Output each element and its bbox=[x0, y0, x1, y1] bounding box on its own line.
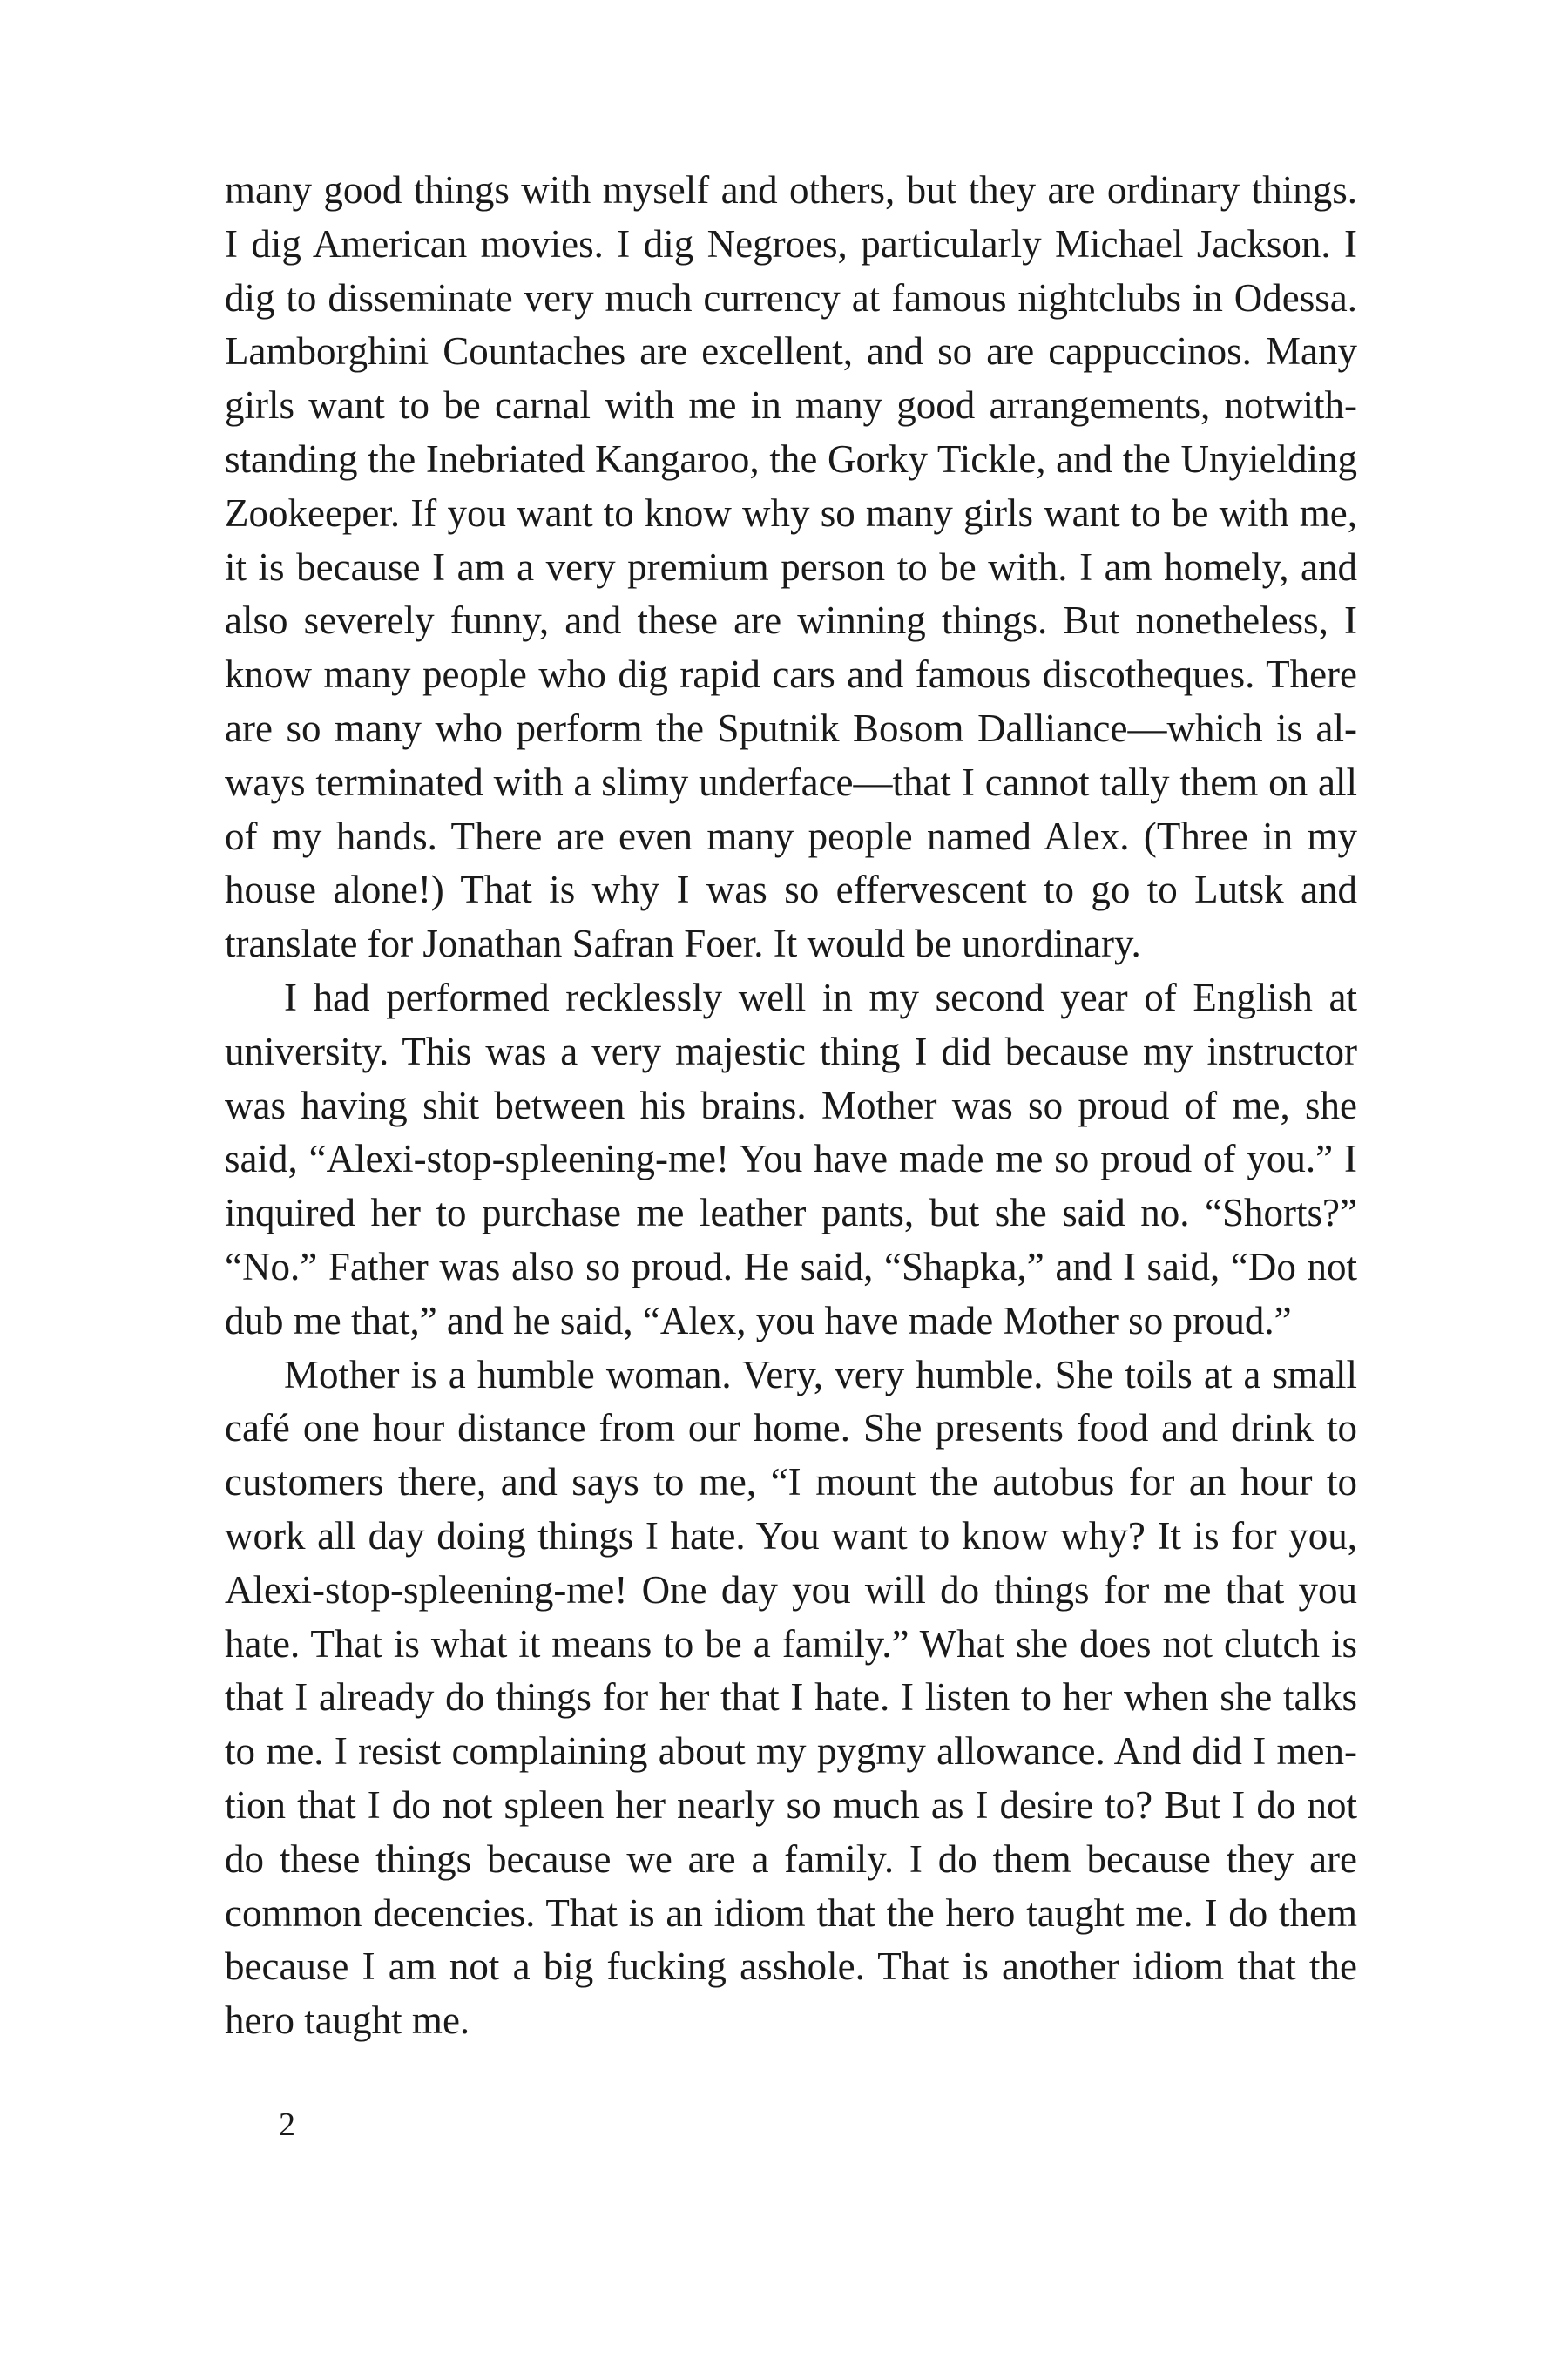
paragraph-3: Mother is a humble woman. Very, very humble. She toils at a small café one hour distance from our home. She presents food and drink to customers there, and says to me, “I mount the autobus for an hour to work all day doing things I hate. You want to know why? It is for you, Alexi-stop-spleening-me! One day you will do things for me that you hate. That is what it means to be a family.” What she does not clutch is that I already do things for her that I hate. I listen to her when she talks to me. I resist complaining about my pygmy allowance. And did I mention that I do not spleen her nearly so much as I desire to? But I do not do these things because we are a family. I do them because they are common decencies. That is an idiom that the hero taught me. I do them because I am not a big fucking asshole. That is another idiom that the hero taught me. bbox=[225, 1352, 1357, 2043]
paragraph-1: many good things with myself and others, but they are ordinary things. I dig American movies. I dig Negroes, particularly Michael Jackson. I dig to disseminate very much currency at famous nightclubs in Odessa. Lamborghini Countaches are excellent, and so are cappuccinos. Many girls want to be carnal with me in many good arrangements, notwithstanding the Inebriated Kangaroo, the Gorky Tickle, and the Unyielding Zookeeper. If you want to know why so many girls want to be with me, it is because I am a very premium person to be with. I am homely, and also severely funny, and these are winning things. But nonetheless, I know many people who dig rapid cars and famous discotheques. There are so many who perform the Sputnik Bosom Dalliance—which is always terminated with a slimy underface—that I cannot tally them on all of my hands. There are even many people named Alex. (Three in my house alone!) That is why I was so effervescent to go to Lutsk and translate for Jonathan Safran Foer. It would be unordinary. bbox=[225, 168, 1357, 966]
paragraph-2: I had performed recklessly well in my second year of English at university. This was a very majestic thing I did because my instructor was having shit between his brains. Mother was so proud of me, she said, “Alexi-stop-spleening-me! You have made me so proud of you.” I inquired her to purchase me leather pants, but she said no. “Shorts?” “No.” Father was also so proud. He said, “Shapka,” and I said, “Do not dub me that,” and he said, “Alex, you have made Mother so proud.” bbox=[225, 975, 1357, 1342]
page-number: 2 bbox=[279, 2106, 295, 2143]
body-text bbox=[225, 164, 1357, 2048]
